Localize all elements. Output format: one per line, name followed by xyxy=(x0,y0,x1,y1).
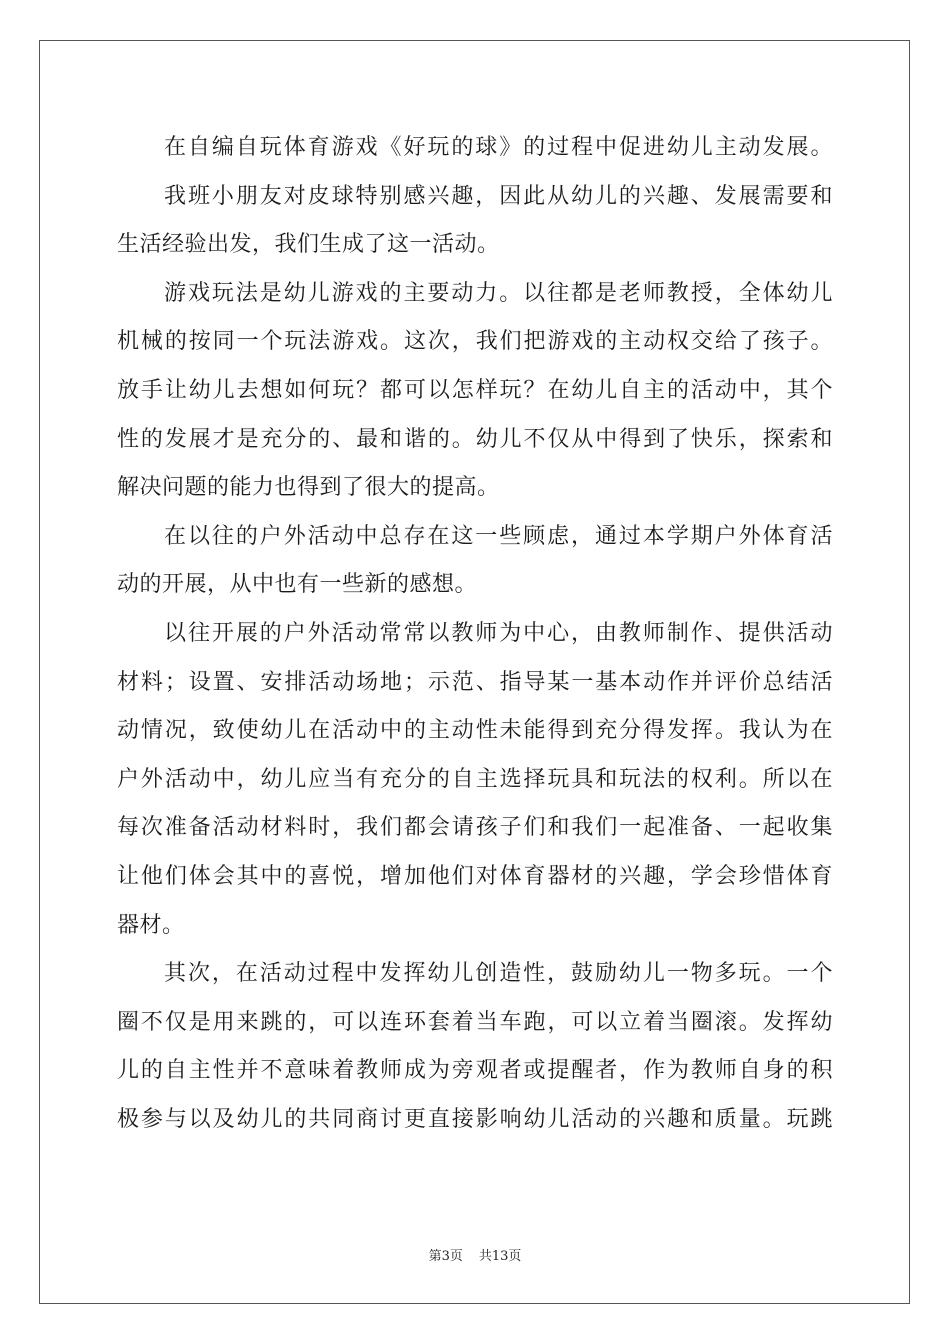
paragraph-line: 我班小朋友对皮球特别感兴趣，因此从幼儿的兴趣、发展需要和 xyxy=(164,183,833,209)
paragraph-line: 每次准备活动材料时，我们都会请孩子们和我们一起准备、一起收集 xyxy=(117,815,833,841)
paragraph-line: 让他们体会其中的喜悦，增加他们对体育器材的兴趣，学会珍惜体育 xyxy=(117,863,833,889)
paragraph-line: 解决问题的能力也得到了很大的提高。 xyxy=(117,475,500,501)
paragraph-line: 性的发展才是充分的、最和谐的。幼儿不仅从中得到了快乐，探索和 xyxy=(117,426,833,452)
paragraph-line: 在以往的户外活动中总存在这一些顾虑，通过本学期户外体育活 xyxy=(164,523,833,549)
paragraph-line: 在自编自玩体育游戏《好玩的球》的过程中促进幼儿主动发展。 xyxy=(164,135,833,160)
paragraph-line: 户外活动中，幼儿应当有充分的自主选择玩具和玩法的权利。所以在 xyxy=(117,766,833,792)
paragraph-line: 其次，在活动过程中发挥幼儿创造性，鼓励幼儿一物多玩。一个 xyxy=(164,961,833,987)
paragraph-line: 机械的按同一个玩法游戏。这次，我们把游戏的主动权交给了孩子。 xyxy=(117,329,833,355)
paragraph-line: 器材。 xyxy=(117,912,185,938)
paragraph-line: 生活经验出发，我们生成了这一活动。 xyxy=(117,232,500,258)
paragraph-line: 动情况，致使幼儿在活动中的主动性未能得到充分得发挥。我认为在 xyxy=(117,718,833,744)
paragraph-line: 极参与以及幼儿的共同商讨更直接影响幼儿活动的兴趣和质量。玩跳 xyxy=(117,1106,833,1132)
paragraph-line: 圈不仅是用来跳的，可以连环套着当车跑，可以立着当圈滚。发挥幼 xyxy=(117,1009,833,1035)
page-number: 第3页 xyxy=(428,1249,463,1264)
paragraph-line: 以往开展的户外活动常常以教师为中心，由教师制作、提供活动 xyxy=(164,620,833,646)
page-total: 共13页 xyxy=(478,1249,522,1264)
paragraph-line: 儿的自主性并不意味着教师成为旁观者或提醒者，作为教师自身的积 xyxy=(117,1058,833,1084)
paragraph-line: 放手让幼儿去想如何玩？都可以怎样玩？在幼儿自主的活动中，其个 xyxy=(117,377,833,403)
paragraph-line: 动的开展，从中也有一些新的感想。 xyxy=(117,572,478,598)
page-footer xyxy=(0,1248,950,1266)
paragraph-line: 材料；设置、安排活动场地；示范、指导某一基本动作并评价总结活 xyxy=(117,669,833,695)
document-body xyxy=(117,124,833,1144)
paragraph-line: 游戏玩法是幼儿游戏的主要动力。以往都是老师教授，全体幼儿 xyxy=(164,280,833,306)
